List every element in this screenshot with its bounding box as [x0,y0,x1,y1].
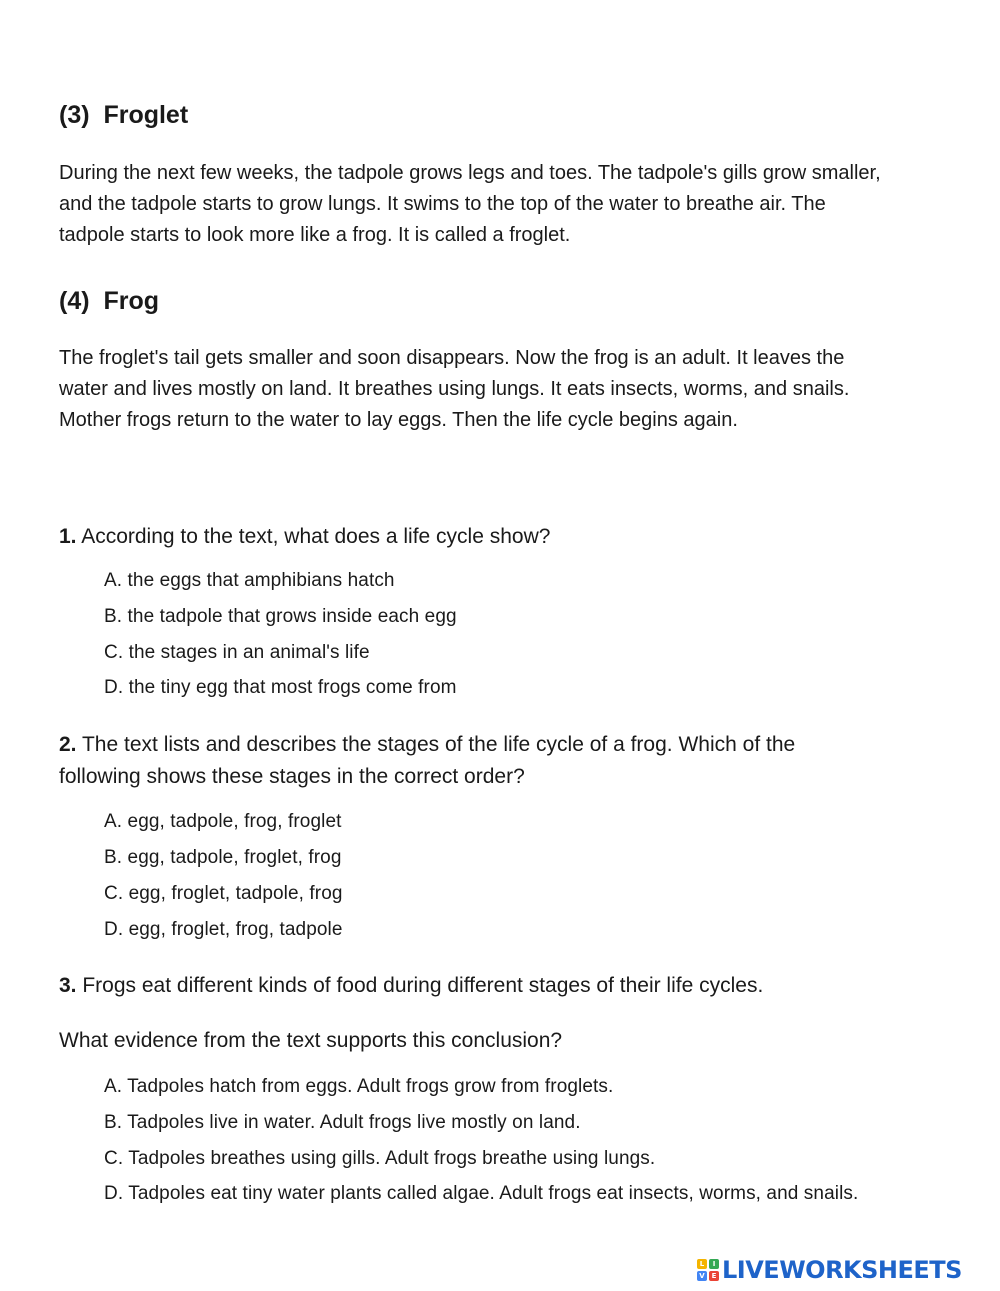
question-1-option-d[interactable]: D. the tiny egg that most frogs come from [104,677,457,698]
question-3 [59,970,763,1002]
paragraph-froglet [59,158,949,251]
question-number: 2. [59,733,77,756]
paragraph-line: water and lives mostly on land. It breathes using lungs. It eats insects, worms, and snails. [59,378,850,400]
question-text: Frogs eat different kinds of food during different stages of their life cycles. [82,974,764,997]
paragraph-line: The froglet's tail gets smaller and soon disappears. Now the frog is an adult. It leaves the [59,347,845,369]
question-1 [59,521,550,553]
paragraph-line: and the tadpole starts to grow lungs. It swims to the top of the water to breathe air. The [59,193,826,215]
question-line: following shows these stages in the correct order? [59,765,525,788]
question-1-option-c[interactable]: C. the stages in an animal's life [104,642,370,663]
logo-mark-icon [697,1259,719,1281]
question-2-option-d[interactable]: D. egg, froglet, frog, tadpole [104,919,343,940]
logo-text: LIVEWORKSHEETS [722,1256,962,1284]
section-heading-froglet: (3) Froglet [59,101,189,129]
logo-tile: I [709,1259,719,1269]
question-3-option-b[interactable]: B. Tadpoles live in water. Adult frogs live mostly on land. [104,1112,581,1133]
logo-tile: V [697,1271,707,1281]
question-2 [59,729,795,793]
question-text: The text lists and describes the stages of the life cycle of a frog. Which of the [81,733,796,756]
question-number: 3. [59,974,77,997]
paragraph-frog [59,343,949,436]
logo-tile: E [709,1271,719,1281]
question-3-followup: What evidence from the text supports this conclusion? [59,1029,563,1052]
paragraph-line: tadpole starts to look more like a frog. It is called a froglet. [59,224,571,246]
question-1-option-a[interactable]: A. the eggs that amphibians hatch [104,570,395,591]
question-2-option-c[interactable]: C. egg, froglet, tadpole, frog [104,883,343,904]
question-number: 1. [59,525,77,548]
question-2-option-a[interactable]: A. egg, tadpole, frog, froglet [104,811,342,832]
section-heading-frog: (4) Frog [59,287,159,315]
question-line [59,729,795,761]
question-3-option-c[interactable]: C. Tadpoles breathes using gills. Adult frogs breathe using lungs. [104,1148,656,1169]
question-3-option-d[interactable]: D. Tadpoles eat tiny water plants called algae. Adult frogs eat insects, worms, and snails. [104,1183,859,1204]
question-1-option-b[interactable]: B. the tadpole that grows inside each egg [104,606,457,627]
question-3-option-a[interactable]: A. Tadpoles hatch from eggs. Adult frogs grow from froglets. [104,1076,614,1097]
liveworksheets-logo[interactable] [697,1257,962,1283]
logo-tile: L [697,1259,707,1269]
question-text: According to the text, what does a life cycle show? [76,525,551,548]
paragraph-line: During the next few weeks, the tadpole grows legs and toes. The tadpole's gills grow smaller, [59,162,881,184]
paragraph-line: Mother frogs return to the water to lay eggs. Then the life cycle begins again. [59,409,738,431]
question-2-option-b[interactable]: B. egg, tadpole, froglet, frog [104,847,342,868]
